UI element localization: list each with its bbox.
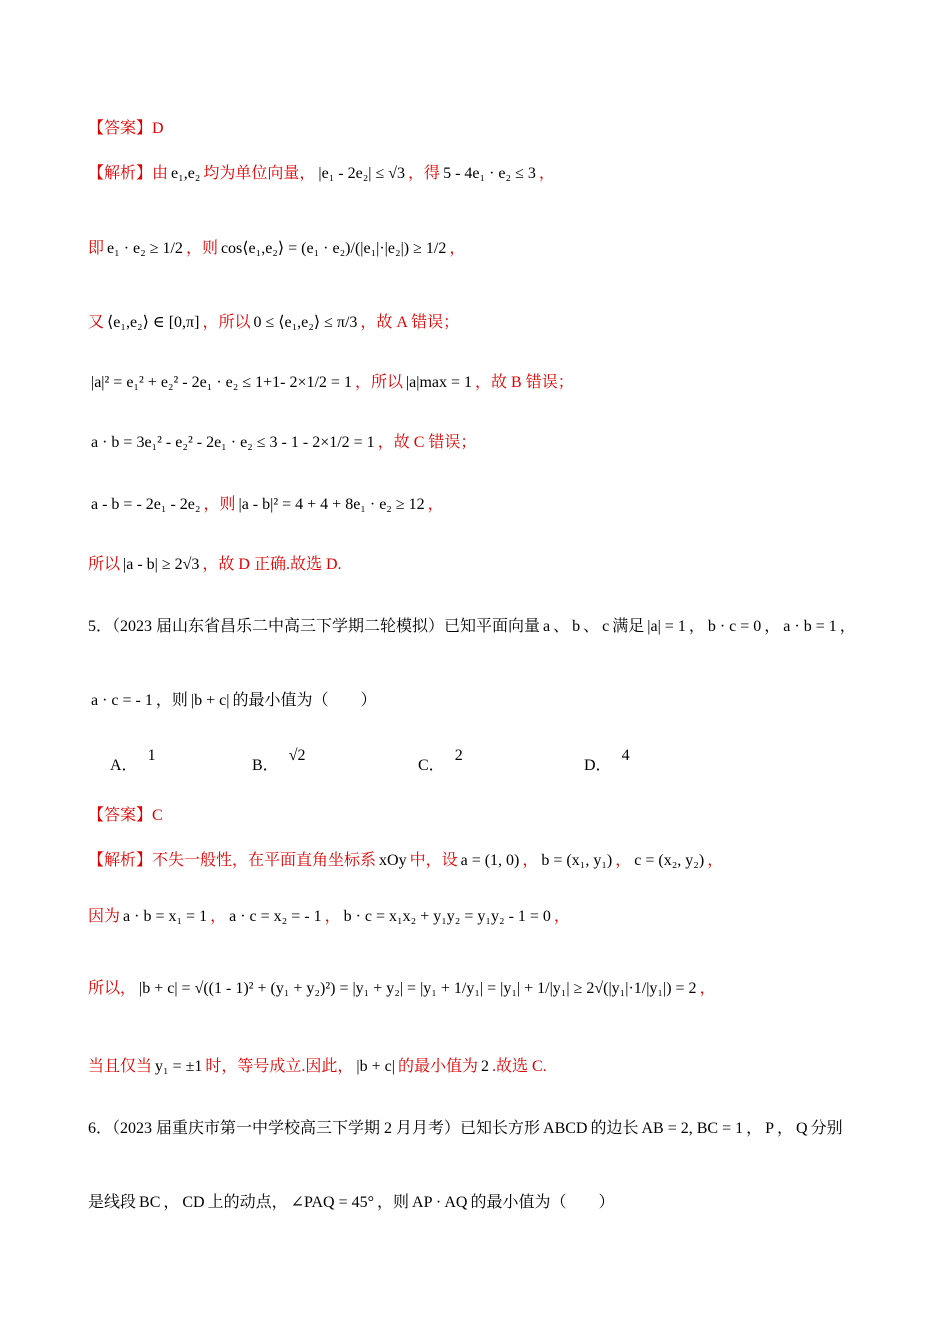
text-segment: ，则 (377, 1194, 410, 1211)
text-segment: ， (449, 240, 466, 257)
math-expression: Q (796, 1120, 808, 1137)
text-segment: ， (764, 618, 781, 635)
text-segment: ， (324, 908, 341, 925)
text-segment: ，则 (203, 496, 236, 513)
option-c (418, 747, 463, 775)
option-d (584, 747, 630, 775)
math-expression: AP · AQ (412, 1194, 468, 1211)
text-line-l16 (88, 1118, 843, 1140)
math-expression: b · c = x₁x₂ + y₁y₂ = y₁y₂ - 1 = 0 (343, 908, 551, 925)
text-segment: ， (553, 908, 570, 925)
option-a (110, 747, 156, 775)
text-segment: ，得 (408, 165, 441, 182)
option-label: D． (584, 757, 612, 774)
text-segment: ，所以 (354, 374, 403, 391)
text-segment: 的最小值为（ ） (470, 1194, 615, 1211)
text-segment: 时，等号成立.因此， (205, 1058, 354, 1075)
math-expression: y₁ = ±1 (155, 1058, 203, 1075)
text-segment: ， (699, 980, 716, 997)
text-segment: 、 (583, 618, 600, 635)
text-segment: 因为 (88, 908, 121, 925)
math-expression: a (543, 618, 551, 635)
math-expression: c = (x₂, y₂) (634, 852, 705, 869)
text-segment: 上的动点， (207, 1194, 288, 1211)
math-expression: P (765, 1120, 775, 1137)
option-value: 1 (147, 747, 156, 764)
math-expression: |e₁ - 2e₂| ≤ √3 (318, 165, 406, 182)
math-expression: |a - b|² = 4 + 4 + 8e₁ · e₂ ≥ 12 (238, 496, 425, 513)
text-line-l4 (88, 312, 459, 334)
text-segment: 即 (88, 240, 105, 257)
text-segment: 满足 (612, 618, 645, 635)
text-segment: ， (615, 852, 632, 869)
text-segment: 又 (88, 314, 105, 331)
math-expression: xOy (379, 852, 407, 869)
text-segment: 均为单位向量， (203, 165, 316, 182)
math-expression: 5 - 4e₁ · e₂ ≤ 3 (443, 165, 536, 182)
text-segment: ， (427, 496, 444, 513)
math-expression: e₁,e₂ (171, 165, 201, 182)
math-expression: e₁ · e₂ ≥ 1/2 (107, 240, 183, 257)
math-expression: |b + c| = √((1 - 1)² + (y₁ + y₂)²) = |y₁ + y₂| = |y₁ + 1/y₁| = |y₁| + 1/|y₁| ≥ 2√(|y₁|·1/|y₁|) = 2 (139, 980, 697, 997)
math-expression: ⟨e₁,e₂⟩ ∈ [0,π] (107, 314, 200, 331)
text-segment: ， (839, 618, 856, 635)
math-expression: |a| = 1 (647, 618, 686, 635)
math-expression: a = (1, 0) (460, 852, 520, 869)
math-expression: a · c = - 1 (91, 692, 153, 709)
text-line-l7 (88, 494, 444, 516)
math-expression: |b + c| (356, 1058, 395, 1075)
math-expression: b = (x₁, y₁) (541, 852, 613, 869)
text-segment: 的最小值为 (397, 1058, 478, 1075)
math-expression: a · b = 1 (783, 618, 837, 635)
text-segment: ，故 D 正确.故选 D. (202, 556, 342, 573)
text-segment: ，故 A 错误； (360, 314, 460, 331)
text-segment: 【解析】不失一般性，在平面直角坐标系 (88, 852, 377, 869)
math-expression: a · b = 3e₁² - e₂² - 2e₁ · e₂ ≤ 3 - 1 - 2×1/2 = 1 (91, 434, 375, 451)
text-segment: ， (522, 852, 539, 869)
text-segment: 的边长 (590, 1120, 639, 1137)
math-expression: |a|² = e₁² + e₂² - 2e₁ · e₂ ≤ 1+1- 2×1/2 = 1 (91, 374, 352, 391)
text-line-l9 (88, 616, 856, 638)
text-segment: 中，设 (409, 852, 458, 869)
text-segment: 所以 (88, 556, 121, 573)
option-label: B． (252, 757, 279, 774)
math-expression: 0 ≤ ⟨e₁,e₂⟩ ≤ π/3 (253, 314, 358, 331)
text-segment: ， (707, 852, 724, 869)
text-segment: ，故 B 错误； (475, 374, 574, 391)
text-segment: ，则 (185, 240, 218, 257)
text-line-l12 (88, 850, 723, 872)
text-line-l13 (88, 906, 570, 928)
text-segment: ， (163, 1194, 180, 1211)
math-expression: cos⟨e₁,e₂⟩ = (e₁ · e₂)/(|e₁|·|e₂|) ≥ 1/2 (220, 240, 447, 257)
math-expression: ∠PAQ = 45° (290, 1194, 374, 1211)
text-segment: 5．（2023 届山东省昌乐二中高三下学期二轮模拟）已知平面向量 (88, 618, 541, 635)
text-line-l5 (88, 372, 574, 394)
math-expression: a - b = - 2e₁ - 2e₂ (91, 496, 201, 513)
text-segment: 当且仅当 (88, 1058, 153, 1075)
math-expression: c (602, 618, 610, 635)
math-expression: 2 (480, 1058, 489, 1075)
math-expression: |a|max = 1 (405, 374, 473, 391)
math-expression: b · c = 0 (707, 618, 762, 635)
text-segment: 【答案】C (88, 807, 163, 824)
text-segment: 分别 (810, 1120, 843, 1137)
text-line-l11 (88, 805, 163, 827)
text-line-l6 (88, 432, 476, 454)
text-segment: 、 (553, 618, 570, 635)
text-segment: 6．（2023 届重庆市第一中学校高三下学期 2 月月考）已知长方形 (88, 1120, 541, 1137)
text-segment: ， (688, 618, 705, 635)
text-segment: 是线段 (88, 1194, 137, 1211)
text-line-l1 (88, 118, 164, 140)
text-line-l3 (88, 238, 465, 260)
text-line-l8 (88, 554, 342, 576)
text-segment: 【答案】D (88, 120, 164, 137)
option-value: 4 (621, 747, 630, 764)
text-line-l2 (88, 163, 555, 185)
math-expression: BC (139, 1194, 161, 1211)
text-segment: 的最小值为（ ） (232, 692, 377, 709)
option-label: A． (110, 757, 138, 774)
text-segment: ， (777, 1120, 794, 1137)
text-line-l17 (88, 1192, 614, 1214)
math-expression: a · c = x₂ = - 1 (229, 908, 322, 925)
text-segment: ，则 (155, 692, 188, 709)
text-segment: ， (746, 1120, 763, 1137)
text-segment: ， (538, 165, 555, 182)
math-expression: ABCD (543, 1120, 588, 1137)
math-expression: a · b = x₁ = 1 (123, 908, 208, 925)
text-line-l15 (88, 1056, 547, 1078)
option-b (252, 747, 306, 775)
text-segment: ，故 C 错误； (377, 434, 477, 451)
text-line-l10 (88, 690, 376, 712)
option-value: √2 (288, 747, 306, 764)
text-segment: ， (210, 908, 227, 925)
text-segment: 所以， (88, 980, 137, 997)
text-segment: ，所以 (202, 314, 251, 331)
math-expression: CD (182, 1194, 205, 1211)
math-expression: |b + c| (190, 692, 230, 709)
text-segment: .故选 C. (491, 1058, 547, 1075)
option-label: C． (418, 757, 445, 774)
math-expression: AB = 2, BC = 1 (641, 1120, 744, 1137)
math-expression: b (572, 618, 581, 635)
math-expression: |a - b| ≥ 2√3 (123, 556, 200, 573)
text-line-l14 (88, 978, 716, 1000)
text-segment: 【解析】由 (88, 165, 169, 182)
option-value: 2 (454, 747, 463, 764)
